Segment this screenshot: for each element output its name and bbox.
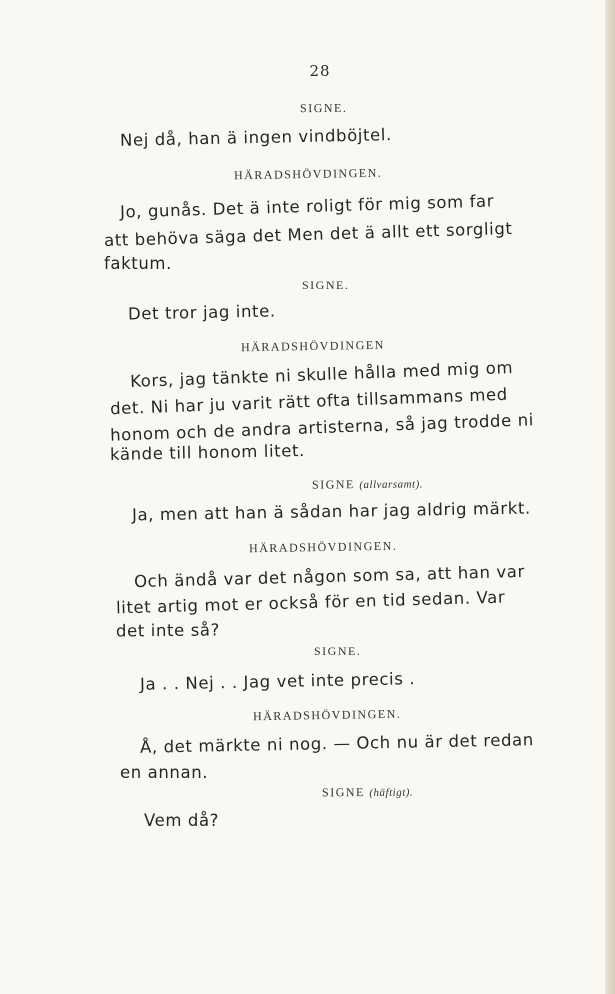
dialogue-line: Det tror jag inte. (127, 301, 276, 324)
dialogue-line: Ja, men att han ä sådan har jag aldrig märkt. (131, 498, 531, 525)
dialogue-line: det inte så? (115, 620, 221, 641)
speaker-heading (312, 476, 423, 492)
dialogue-line: litet artig mot er också för en tid sedan. Var (115, 587, 506, 618)
dialogue-line: Å, det märkte ni nog. — Och nu är det redan (139, 730, 535, 757)
dialogue-line: Kors, jag tänkte ni skulle hålla med mig om (129, 357, 514, 392)
speaker-heading: HÄRADSHÖVDINGEN. (252, 706, 402, 724)
speaker-heading: SIGNE. (302, 278, 350, 292)
dialogue-line: honom och de andra artisterna, så jag trodde ni (109, 410, 535, 445)
speaker-heading: SIGNE. (314, 644, 362, 658)
dialogue-line: en annan. (120, 763, 209, 782)
dialogue-line: Nej då, han ä ingen vindböjtel. (119, 125, 393, 150)
stage-direction: (häftigt). (369, 786, 414, 799)
dialogue-line: att behöva säga det Men det ä allt ett sorgligt (103, 218, 513, 251)
dialogue-line: kände till honom litet. (109, 440, 306, 465)
speaker-heading: HÄRADSHÖVDINGEN. (248, 538, 398, 556)
dialogue-line: faktum. (104, 254, 172, 273)
dialogue-line: det. Ni har ju varit rätt ofta tillsammans med (109, 384, 509, 419)
dialogue-line: Och ändå var det någon som sa, att han var (133, 561, 526, 592)
speaker-name: SIGNE (321, 785, 365, 800)
speaker-heading: HÄRADSHÖVDINGEN (240, 337, 385, 355)
speaker-heading: SIGNE. (299, 100, 348, 116)
speaker-heading (322, 785, 413, 801)
speaker-heading: HÄRADSHÖVDINGEN. (233, 165, 383, 183)
stage-direction: (allvarsamt). (359, 478, 424, 492)
dialogue-line: Jo, gunås. Det ä inte roligt för mig som far (119, 191, 495, 222)
speaker-name: SIGNE (311, 477, 355, 492)
dialogue-line: Vem då? (144, 811, 220, 830)
dialogue-line: Ja . . Nej . . Jag vet inte precis . (139, 669, 416, 694)
page-edge (605, 0, 615, 994)
page-number: 28 (309, 62, 331, 80)
